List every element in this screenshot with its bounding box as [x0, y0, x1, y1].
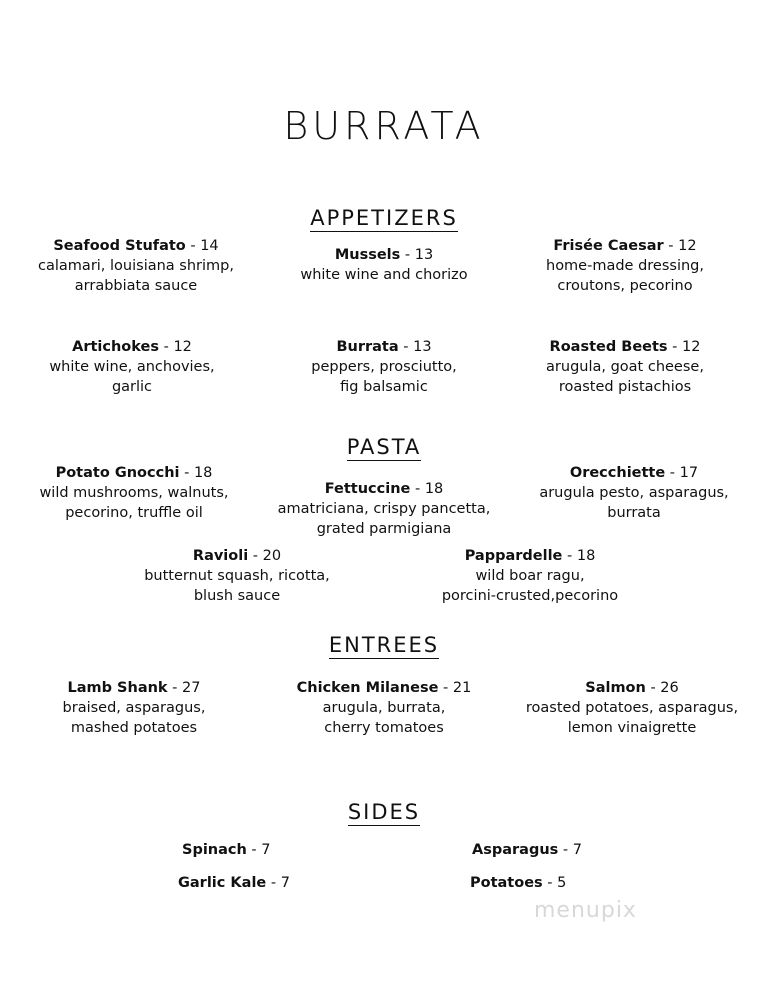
menu-item: Artichokes - 12 white wine, anchovies, garlic [49, 339, 215, 395]
menu-item: Orecchiette - 17 arugula pesto, asparagus, burrata [539, 465, 729, 521]
side-item: Asparagus - 7 [472, 842, 582, 858]
restaurant-title: BURRATA [283, 104, 485, 148]
menu-item: Salmon - 26 roasted potatoes, asparagus, lemon vinaigrette [525, 680, 739, 736]
menu-item: Fettuccine - 18 amatriciana, crispy pancetta, grated parmigiana [277, 481, 491, 537]
menu-item: Chicken Milanese - 21 arugula, burrata, cherry tomatoes [296, 680, 472, 736]
menu-item: Pappardelle - 18 wild boar ragu, porcini-crusted,pecorino [441, 548, 619, 604]
menu-item: Frisée Caesar - 12 home-made dressing, croutons, pecorino [546, 238, 704, 294]
menu-item: Mussels - 13 white wine and chorizo [300, 247, 468, 283]
side-item: Spinach - 7 [182, 842, 271, 858]
section-heading-appetizers: APPETIZERS [310, 206, 458, 230]
section-heading-sides: SIDES [347, 800, 421, 824]
menu-item: Seafood Stufato - 14 calamari, louisiana shrimp, arrabbiata sauce [38, 238, 234, 294]
section-heading-pasta: PASTA [346, 435, 422, 459]
watermark-logo: menupix [534, 898, 637, 923]
menu-item: Burrata - 13 peppers, prosciutto, fig balsamic [311, 339, 457, 395]
menu-item: Potato Gnocchi - 18 wild mushrooms, walnuts, pecorino, truffle oil [39, 465, 229, 521]
section-heading-entrees: ENTREES [328, 633, 440, 657]
side-item: Potatoes - 5 [470, 875, 567, 891]
menu-item: Roasted Beets - 12 arugula, goat cheese, roasted pistachios [546, 339, 704, 395]
menu-item: Lamb Shank - 27 braised, asparagus, mashed potatoes [62, 680, 206, 736]
side-item: Garlic Kale - 7 [178, 875, 290, 891]
menu-item: Ravioli - 20 butternut squash, ricotta, blush sauce [144, 548, 330, 604]
